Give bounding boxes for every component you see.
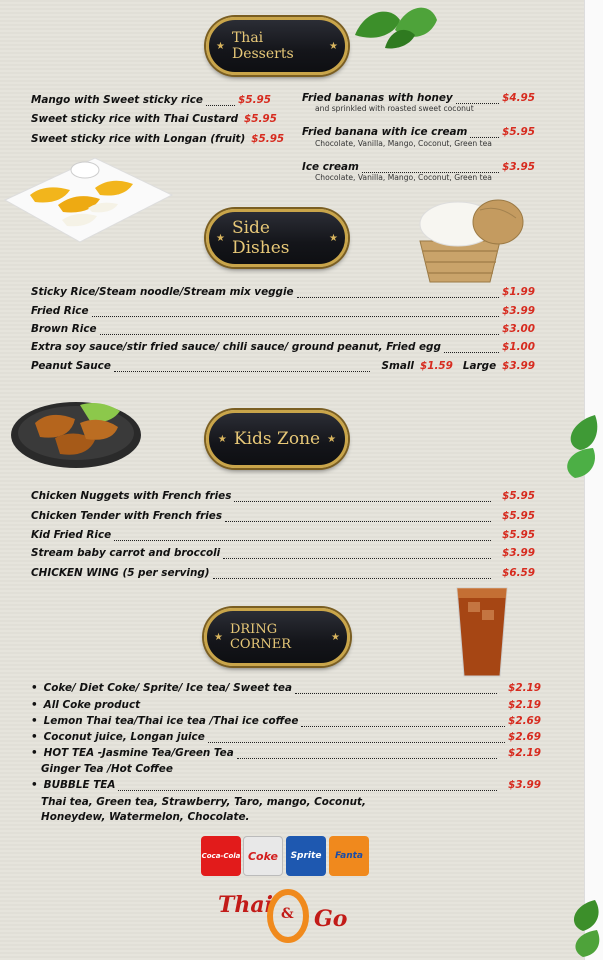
dessert-left-row: [31, 113, 277, 125]
item-price: $3.95: [502, 161, 535, 173]
bubble-flavors-line-1: Thai tea, Green tea, Strawberry, Taro, mango, Coconut,: [41, 796, 366, 808]
item-price: $5.95: [251, 133, 285, 145]
item-price: $2.19: [508, 747, 541, 759]
drinks-banner: ★ DRING CORNER ★: [204, 608, 350, 666]
sprite-logo: Sprite: [286, 836, 326, 876]
item-name: Chicken Nuggets with French fries: [31, 490, 232, 502]
item-name: HOT TEA -Jasmine Tea/Green Tea: [43, 747, 234, 759]
item-name: Stream baby carrot and broccoli: [31, 547, 221, 559]
item-note: Chocolate, Vanilla, Mango, Coconut, Green tea: [315, 173, 492, 182]
mint-leaf-right: [555, 410, 603, 480]
brand-go: Go: [314, 906, 348, 932]
kids-banner: ★ Kids Zone ★: [206, 410, 348, 468]
bubble-flavors-line-2: Honeydew, Watermelon, Chocolate.: [41, 811, 250, 823]
desserts-title: Thai Desserts: [231, 30, 294, 62]
item-price: $2.19: [508, 682, 541, 694]
cilantro-leaf-top: [345, 0, 440, 50]
item-note: Chocolate, Vanilla, Mango, Coconut, Green tea: [315, 139, 492, 148]
brand-thai: Thai: [218, 892, 273, 918]
large-price: $3.99: [502, 360, 535, 372]
item-name: Ice cream: [302, 161, 359, 173]
large-label: Large: [462, 360, 497, 372]
drink-row: • HOT TEA -Jasmine Tea/Green Tea $2.19: [31, 747, 541, 759]
item-name: Mango with Sweet sticky rice: [31, 94, 203, 106]
bubble-tea-row: • BUBBLE TEA $3.99: [31, 779, 541, 791]
item-price: $3.00: [502, 323, 535, 335]
sides-banner: ★ Side Dishes ★: [206, 209, 348, 267]
item-name: Fried Rice: [31, 305, 89, 317]
item-price: $5.95: [502, 510, 535, 522]
item-price: $2.19: [508, 699, 541, 711]
item-name: Coconut juice, Longan juice: [43, 731, 205, 743]
iced-tea-image: [452, 582, 512, 682]
coke-logo: Coke: [243, 836, 283, 876]
item-price: $4.95: [502, 92, 535, 104]
drink-row: • All Coke product $2.19: [31, 699, 541, 711]
item-name: Peanut Sauce: [31, 360, 111, 372]
side-row: [31, 305, 535, 317]
item-price: $3.99: [508, 779, 541, 791]
hot-tea-continued: Ginger Tea /Hot Coffee: [41, 763, 173, 775]
kids-row: [31, 490, 535, 502]
item-name: CHICKEN WING (5 per serving): [31, 567, 210, 579]
brand-logo: [218, 888, 358, 946]
sides-title: Side Dishes: [231, 218, 290, 258]
kids-row: [31, 529, 535, 541]
item-price: $6.59: [502, 567, 535, 579]
peanut-sauce-row: [31, 360, 535, 372]
drink-row: • Coke/ Diet Coke/ Sprite/ Ice tea/ Sweet tea $2.19: [31, 682, 541, 694]
dessert-left-row: [31, 133, 285, 145]
item-name: Lemon Thai tea/Thai ice tea /Thai ice coffee: [43, 715, 299, 727]
item-price: $3.99: [502, 547, 535, 559]
fanta-logo: Fanta: [329, 836, 369, 876]
item-name: Fried banana with ice cream: [302, 126, 468, 138]
kids-row: [31, 567, 535, 579]
chicken-wings-image: [10, 393, 145, 473]
item-name: All Coke product: [43, 699, 141, 711]
brand-ampersand: &: [281, 906, 294, 922]
item-price: $1.00: [502, 341, 535, 353]
kids-row: [31, 547, 535, 559]
dessert-right-row: [302, 161, 535, 173]
item-name: Sweet sticky rice with Longan (fruit): [31, 133, 246, 145]
item-price: $2.69: [508, 715, 541, 727]
page-edge: [585, 0, 603, 960]
item-name: Kid Fried Rice: [31, 529, 112, 541]
item-price: $5.95: [238, 94, 271, 106]
item-note: and sprinkled with roasted sweet coconut: [315, 104, 474, 113]
item-price: $2.69: [508, 731, 541, 743]
small-label: Small: [381, 360, 414, 372]
dessert-right-row: [302, 126, 535, 138]
desserts-banner: ★ Thai Desserts ★: [206, 17, 348, 75]
kids-title: Kids Zone: [233, 429, 321, 449]
cilantro-leaf-bottom: [565, 895, 603, 960]
small-price: $1.59: [420, 360, 453, 372]
item-name: Fried bananas with honey: [302, 92, 453, 104]
drink-row: • Lemon Thai tea/Thai ice tea /Thai ice coffee $2.69: [31, 715, 541, 727]
coca-cola-logo: Coca-Cola: [201, 836, 241, 876]
item-price: $3.99: [502, 305, 535, 317]
item-name: Sticky Rice/Steam noodle/Stream mix veggie: [31, 286, 294, 298]
side-row: [31, 341, 535, 353]
side-row: [31, 323, 535, 335]
item-price: $5.95: [502, 490, 535, 502]
kids-row: [31, 510, 535, 522]
item-price: $5.95: [502, 126, 535, 138]
item-price: $1.99: [502, 286, 535, 298]
item-price: $5.95: [244, 113, 277, 125]
item-name: Brown Rice: [31, 323, 97, 335]
item-name: Sweet sticky rice with Thai Custard: [31, 113, 239, 125]
item-name: Coke/ Diet Coke/ Sprite/ Ice tea/ Sweet tea: [43, 682, 292, 694]
item-name: BUBBLE TEA: [43, 779, 116, 791]
drinks-title: DRING CORNER: [229, 622, 292, 652]
dessert-right-row: [302, 92, 535, 104]
item-price: $5.95: [502, 529, 535, 541]
mango-sticky-rice-image: [0, 150, 175, 245]
drink-row: • Coconut juice, Longan juice $2.69: [31, 731, 541, 743]
item-name: Chicken Tender with French fries: [31, 510, 223, 522]
dessert-left-row: [31, 94, 271, 106]
side-row: [31, 286, 535, 298]
sticky-rice-basket-image: [408, 196, 528, 288]
item-name: Extra soy sauce/stir fried sauce/ chili sauce/ ground peanut, Fried egg: [31, 341, 441, 353]
